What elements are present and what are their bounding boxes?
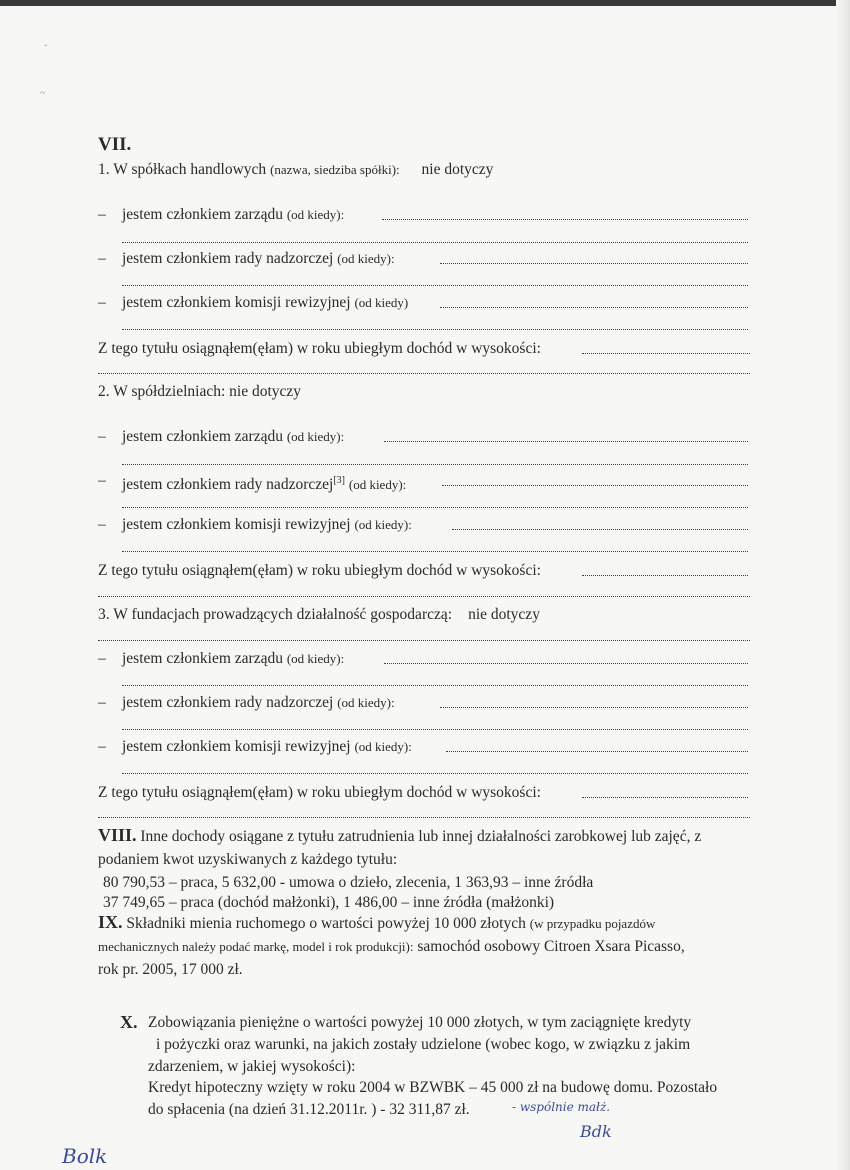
- coop-income-label: Z tego tytułu osiągnąłem(ęłam) w roku ubiegłym dochód w wysokości:: [98, 562, 541, 579]
- fill-line: [98, 373, 750, 374]
- foundations-heading: 3. W fundacjach prowadzących działalność gospodarczą: nie dotyczy: [98, 606, 540, 623]
- handwritten-note: - wspólnie małż.: [512, 1100, 611, 1114]
- section-x-line1: Zobowiązania pieniężne o wartości powyżej 10 000 złotych, w tym zaciągnięte kredyty: [148, 1014, 692, 1031]
- fill-line: [384, 441, 748, 442]
- foundation-board-member-label: jestem członkiem zarządu (od kiedy):: [122, 650, 345, 667]
- section-ix-line3: rok pr. 2005, 17 000 zł.: [98, 961, 243, 978]
- cooperatives-heading: 2. W spółdzielniach: nie dotyczy: [98, 383, 302, 400]
- scan-speck: ˇ: [44, 44, 48, 55]
- companies-audit-label: jestem członkiem komisji rewizyjnej (od kiedy): [122, 294, 409, 311]
- section-x-line2: i pożyczki oraz warunki, na jakich zostały udzielone (wobec kogo, w związku z jakim: [156, 1036, 691, 1053]
- fill-line: [122, 551, 748, 552]
- handwritten-initials: Bdk: [580, 1122, 612, 1141]
- fill-line: [384, 663, 748, 664]
- fill-line: [122, 685, 748, 686]
- fill-line: [440, 307, 748, 308]
- fill-line: [382, 219, 748, 220]
- section-x-line5: do spłacenia (na dzień 31.12.2011r. ) - 32 311,87 zł.: [148, 1101, 470, 1118]
- fill-line: [442, 485, 748, 486]
- section-viii-values-1: 80 790,53 – praca, 5 632,00 - umowa o dzieło, zlecenia, 1 363,93 – inne źródła: [103, 874, 594, 891]
- coop-board-member-label: jestem członkiem zarządu (od kiedy):: [122, 428, 345, 445]
- foundation-supervisory-label: jestem członkiem rady nadzorczej (od kiedy):: [122, 694, 395, 711]
- fill-line: [122, 285, 748, 286]
- fill-line: [122, 329, 748, 330]
- fill-line: [122, 729, 748, 730]
- section-viii-values-2: 37 749,65 – praca (dochód małżonki), 1 486,00 – inne źródła (małżonki): [103, 894, 555, 911]
- companies-heading: 1. W spółkach handlowych (nazwa, siedziba spółki): nie dotyczy: [98, 161, 494, 178]
- companies-income-label: Z tego tytułu osiągnąłem(ęłam) w roku ubiegłym dochód w wysokości:: [98, 340, 541, 357]
- fill-line: [122, 773, 748, 774]
- section-viii-line2: podaniem kwot uzyskiwanych z każdego tytułu:: [98, 851, 398, 868]
- scan-speck: ~: [40, 88, 46, 99]
- fill-line: [122, 242, 748, 243]
- fill-line: [98, 640, 750, 641]
- fill-line: [440, 707, 748, 708]
- section-ix-line2: mechanicznych należy podać markę, model i rok produkcji): samochód osobowy Citroen Xsara Picasso,: [98, 938, 685, 955]
- fill-line: [122, 507, 748, 508]
- fill-line: [452, 529, 748, 530]
- section-x-line4: Kredyt hipoteczny wzięty w roku 2004 w BZWBK – 45 000 zł na budowę domu. Pozostało: [148, 1079, 718, 1096]
- fill-line: [122, 464, 748, 465]
- section-viii-line1: VIII. Inne dochody osiągane z tytułu zatrudnienia lub innej działalności zarobkowej lub zajęć, z: [98, 825, 702, 845]
- section-x-number: X.: [120, 1012, 138, 1032]
- fill-line: [446, 751, 748, 752]
- fill-line: [440, 263, 748, 264]
- handwritten-initials: Bolk: [62, 1144, 108, 1168]
- foundation-income-label: Z tego tytułu osiągnąłem(ęłam) w roku ubiegłym dochód w wysokości:: [98, 784, 541, 801]
- fill-line: [582, 353, 750, 354]
- fill-line: [582, 797, 748, 798]
- coop-supervisory-label: jestem członkiem rady nadzorczej[3] (od kiedy):: [122, 475, 407, 494]
- companies-board-member-label: jestem członkiem zarządu (od kiedy):: [122, 206, 345, 223]
- coop-audit-label: jestem członkiem komisji rewizyjnej (od kiedy):: [122, 516, 412, 533]
- section-vii-number: VII.: [98, 134, 132, 155]
- declaration-page: VII. 1. W spółkach handlowych (nazwa, siedziba spółki): nie dotyczy – jestem członkiem zarządu (od kiedy): – jestem członkiem rady nadzorczej (od kiedy): – jestem członkiem komisji rewizyjnej (od kiedy) Z tego tytułu osiągnąłem(ęłam) w roku ubiegłym dochód w wysokości: 2. W spółdzielniach: nie dotyczy – jestem członkiem zarządu (od kiedy): – jestem członkiem rady nadzorczej[3] (od kiedy): – jestem członkiem komisji rewizyjnej (od kiedy): Z tego tytułu osiągnąłem(ęłam) w roku ubiegłym dochód w wysokości: 3. W fundacjach prowadzących działalność gospodarczą: nie dotyczy – jestem członkiem zarządu (od kiedy): – jestem członkiem rady nadzorczej (od kiedy): – jestem członkiem komisji rewizyjnej (od kiedy): Z tego tytułu osiągnąłem(ęłam) w roku ubiegłym dochód w wysokości: VIII. Inne dochody osiągane z tytułu zatrudnienia lub innej działalności zarobkowej lub zajęć, z podaniem kwot uzyskiwanych z każdego tytułu: 80 790,53 – praca, 5 632,00 - umowa o dzieło, zlecenia, 1 363,93 – inne źródła 37 749,65 – praca (dochód małżonki), 1 486,00 – inne źródła (małżonki) IX. Składniki mienia ruchomego o wartości powyżej 10 000 złotych (w przypadku pojazdów mechanicznych należy podać markę, model i rok produkcji): samochód osobowy Citroen Xsara Picasso, rok pr. 2005, 17 000 zł. X. Zobowiązania pieniężne o wartości powyżej 10 000 złotych, w tym zaciągnięte kredyty i pożyczki oraz warunki, na jakich zostały udzielone (wobec kogo, w związku z jakim zdarzeniem, w jakiej wysokości): Kredyt hipoteczny wzięty w roku 2004 w BZWBK – 45 000 zł na budowę domu. Pozostało do spłacenia (na dzień 31.12.2011r. ) - 32 311,87 zł. - wspólnie małż. Bdk Bolk: [0, 0, 850, 1170]
- fill-line: [582, 575, 748, 576]
- section-x-line3: zdarzeniem, w jakiej wysokości):: [148, 1058, 356, 1075]
- fill-line: [98, 596, 750, 597]
- foundation-audit-label: jestem członkiem komisji rewizyjnej (od kiedy):: [122, 738, 412, 755]
- section-ix-line1: IX. Składniki mienia ruchomego o wartości powyżej 10 000 złotych (w przypadku pojazdów: [98, 912, 656, 932]
- fill-line: [98, 817, 750, 818]
- companies-supervisory-label: jestem członkiem rady nadzorczej (od kiedy):: [122, 250, 395, 267]
